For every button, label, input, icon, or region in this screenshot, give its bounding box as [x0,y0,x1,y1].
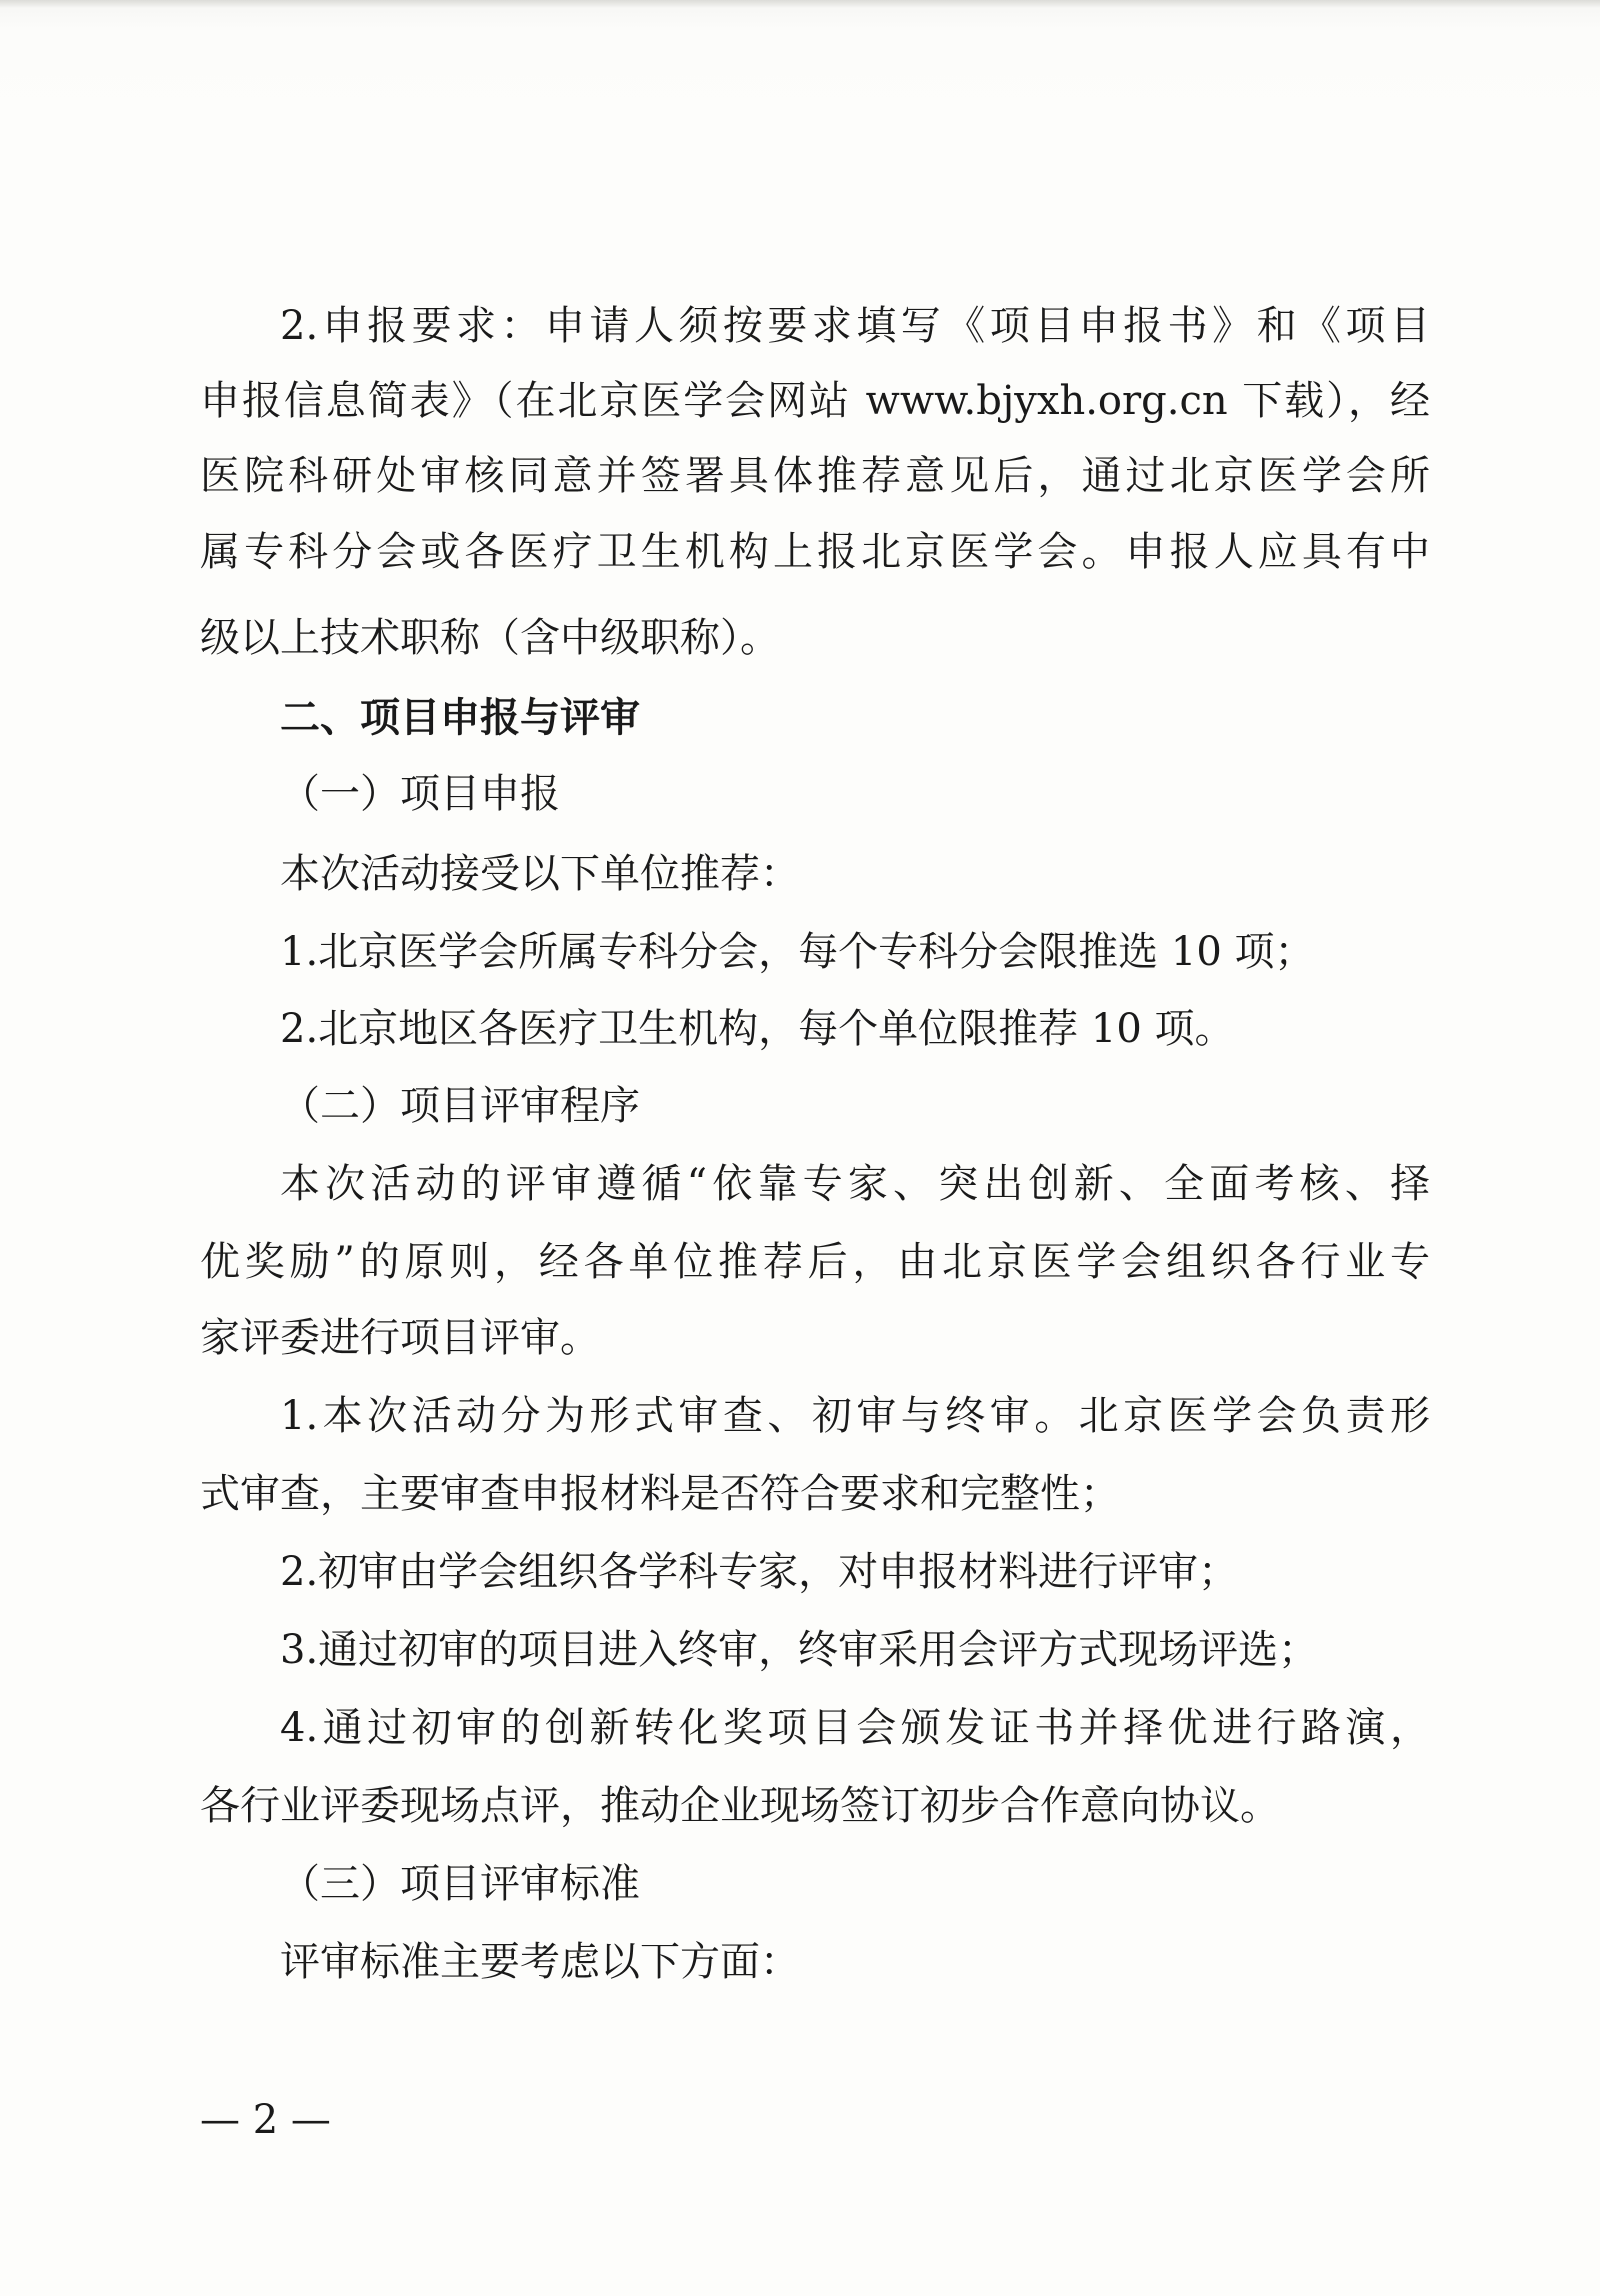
text-line-2: 申报信息简表》（在北京医学会网站 www.bjyxh.org.cn 下载），经 [200,378,1430,424]
scan-edge [0,0,1600,8]
text-line-5: 级以上技术职称（含中级职称）。 [200,615,780,661]
text-line-16: 式审查，主要审查申报材料是否符合要求和完整性； [200,1471,1120,1517]
text-line-4: 属专科分会或各医疗卫生机构上报北京医学会。申报人应具有中 [200,529,1430,575]
subsection-heading-2: （二）项目评审程序 [280,1083,640,1129]
page-number: — 2 — [200,2097,331,2143]
text-line-17: 2.初审由学会组织各学科专家，对申报材料进行评审； [280,1549,1239,1595]
text-line-18: 3.通过初审的项目进入终审，终审采用会评方式现场评选； [280,1627,1319,1673]
subsection-heading-3: （三）项目评审标准 [280,1861,640,1907]
text-line-20: 各行业评委现场点评，推动企业现场签订初步合作意向协议。 [200,1783,1280,1829]
subsection-heading-1: （一）项目申报 [280,771,560,817]
text-line-1: 2.申报要求：申请人须按要求填写《项目申报书》和《项目 [280,303,1430,349]
text-line-8: 本次活动接受以下单位推荐： [280,851,800,897]
text-line-13: 优奖励”的原则，经各单位推荐后，由北京医学会组织各行业专 [200,1239,1430,1285]
section-heading-2: 二、项目申报与评审 [280,695,640,741]
list-item-2: 2.北京地区各医疗卫生机构，每个单位限推荐 10 项。 [280,1006,1235,1052]
text-line-12: 本次活动的评审遵循“依靠专家、突出创新、全面考核、择 [280,1161,1430,1207]
list-item-1: 1.北京医学会所属专科分会，每个专科分会限推选 10 项； [280,929,1315,975]
text-line-15: 1.本次活动分为形式审查、初审与终审。北京医学会负责形 [280,1393,1430,1439]
text-line-3: 医院科研处审核同意并签署具体推荐意见后，通过北京医学会所 [200,453,1430,499]
text-line-22: 评审标准主要考虑以下方面： [280,1939,800,1985]
text-line-14: 家评委进行项目评审。 [200,1315,600,1361]
text-line-19: 4.通过初审的创新转化奖项目会颁发证书并择优进行路演， [280,1705,1430,1751]
